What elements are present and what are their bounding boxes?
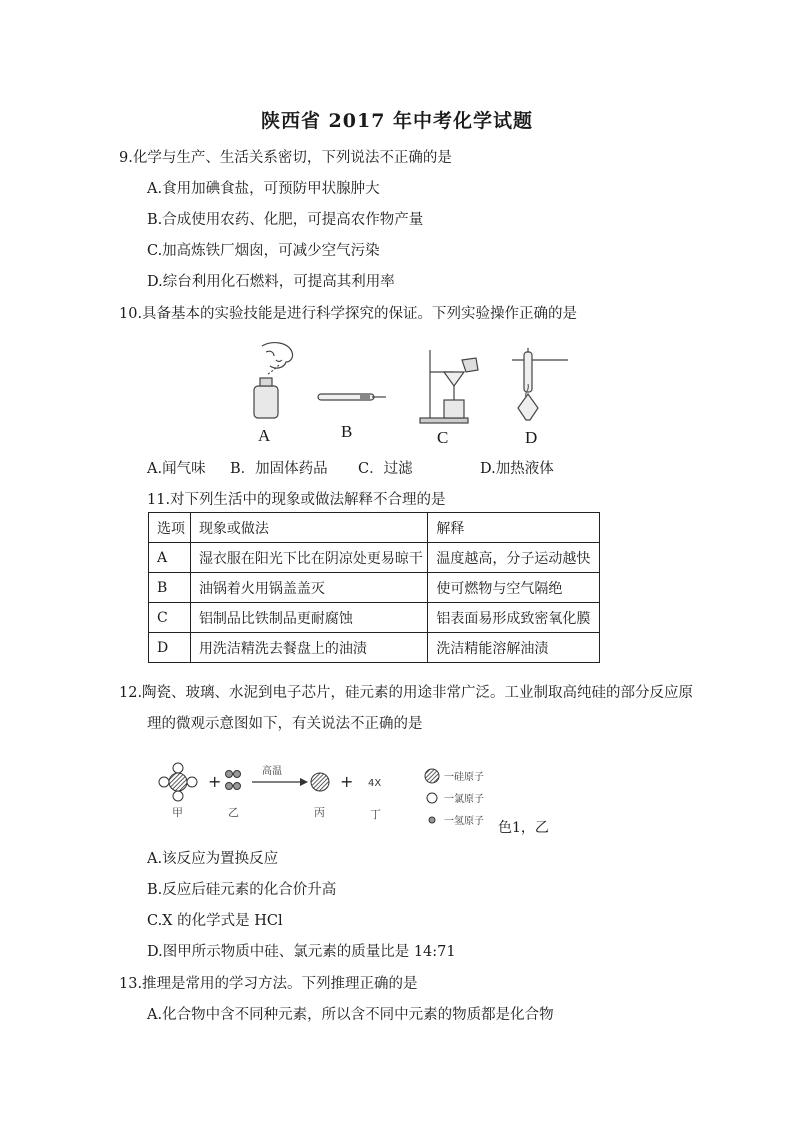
figure-d-heating-icon [512,348,568,420]
question-12-stem-line2: 理的微观示意图如下，有关说法不正确的是 [147,716,423,732]
table-cell: A [149,543,191,573]
question-13-option-a: A.化合物中含不同种元素，所以含不同中元素的物质都是化合物 [147,1007,554,1023]
legend-chlorine: 一氯原子 [444,794,484,805]
table-row [149,573,600,603]
table-cell: 用洗洁精洗去餐盘上的油渍 [190,633,427,663]
question-10-option-c: C．过滤 [358,461,413,477]
question-10-option-a: A.闻气味 [147,461,206,477]
legend-hydrogen: 一氢原子 [444,816,484,827]
table-cell: 湿衣服在阳光下比在阴凉处更易晾干 [190,543,427,573]
question-13-stem: 13.推理是常用的学习方法。下列推理正确的是 [119,976,418,992]
question-10-option-b: B．加固体药品 [230,461,328,477]
question-12-option-a: A.该反应为置换反应 [147,851,279,867]
question-11-table [148,512,600,663]
question-9-option-d: D.综台利用化石燃料，可提高其利用率 [147,274,395,290]
legend-silicon: 一硅原子 [444,772,484,783]
table-cell: B [149,573,191,603]
question-10-option-d: D.加热液体 [480,461,554,477]
figure-b-test-tube-icon [318,394,386,400]
table-cell: 铝表面易形成致密氧化膜 [428,603,600,633]
coefficient-text: 4X [368,778,382,789]
figure-label-d: D [525,428,538,447]
table-header-cell: 现象或做法 [190,513,427,543]
question-12-stem-line1: 12.陶瓷、玻璃、水泥到电子芯片，硅元素的用途非常广泛。工业制取高纯硅的部分反应原 [119,685,694,701]
svg-text:+: + [340,772,354,791]
table-cell: 油锅着火用锅盖盖灭 [190,573,427,603]
hydrogen-atom-legend-icon [429,817,435,823]
table-cell: 使可燃物与空气隔绝 [428,573,600,603]
question-9-option-a: A.食用加碘食盐，可预防甲状腺肿大 [147,181,380,197]
table-header-cell: 选项 [149,513,191,543]
table-cell: D [149,633,191,663]
reaction-diagram [150,756,510,830]
question-12-option-d: D.图甲所示物质中硅、氯元素的质量比是 14:71 [147,944,456,960]
figure-c-filter-stand-icon [420,350,478,423]
question-12-option-b: B.反应后硅元素的化合价升高 [147,882,337,898]
reaction-arrow-icon [252,778,308,786]
silicon-atom-legend-icon [425,769,439,783]
table-header-cell: 解释 [428,513,600,543]
question-10-stem: 10.具备基本的实验技能是进行科学探究的保证。下列实验操作正确的是 [119,306,578,322]
molecule-bing-icon [311,773,329,791]
question-9-option-c: C.加高炼铁厂烟囱，可减少空气污染 [147,243,380,259]
table-header-row [149,513,600,543]
lab-operations-figure [240,338,580,428]
molecule-label-yi: 乙 [228,806,239,819]
question-12-option-c: C.X 的化学式是 HCl [147,913,283,929]
table-row [149,633,600,663]
table-row [149,543,600,573]
table-cell: C [149,603,191,633]
table-cell: 温度越高，分子运动越快 [428,543,600,573]
figure-label-b: B [341,422,353,441]
reaction-condition: 高温 [262,766,282,777]
molecule-yi-icon [226,771,241,790]
figure-a-smell-icon [254,343,293,418]
question-11-stem: 11.对下列生活中的现象或做法解释不合理的是 [147,492,446,508]
table-cell: 洗洁精能溶解油渍 [428,633,600,663]
page-title: 陕西省 2017 年中考化学试题 [260,110,534,132]
molecule-label-jia: 甲 [172,806,183,819]
diagram-caption: 色1，乙 [498,820,549,836]
table-row [149,603,600,633]
figure-label-c: C [437,428,449,447]
figure-label-a: A [258,426,271,445]
svg-text:+: + [208,772,222,791]
molecule-label-ding: 丁 [370,808,381,821]
molecule-label-bing: 丙 [314,806,325,819]
chlorine-atom-legend-icon [427,793,437,803]
question-9-stem: 9.化学与生产、生活关系密切，下列说法不正确的是 [119,150,452,166]
table-cell: 铝制品比铁制品更耐腐蚀 [190,603,427,633]
question-9-option-b: B.合成使用农药、化肥，可提高农作物产量 [147,212,424,228]
molecule-jia-icon [159,763,197,801]
